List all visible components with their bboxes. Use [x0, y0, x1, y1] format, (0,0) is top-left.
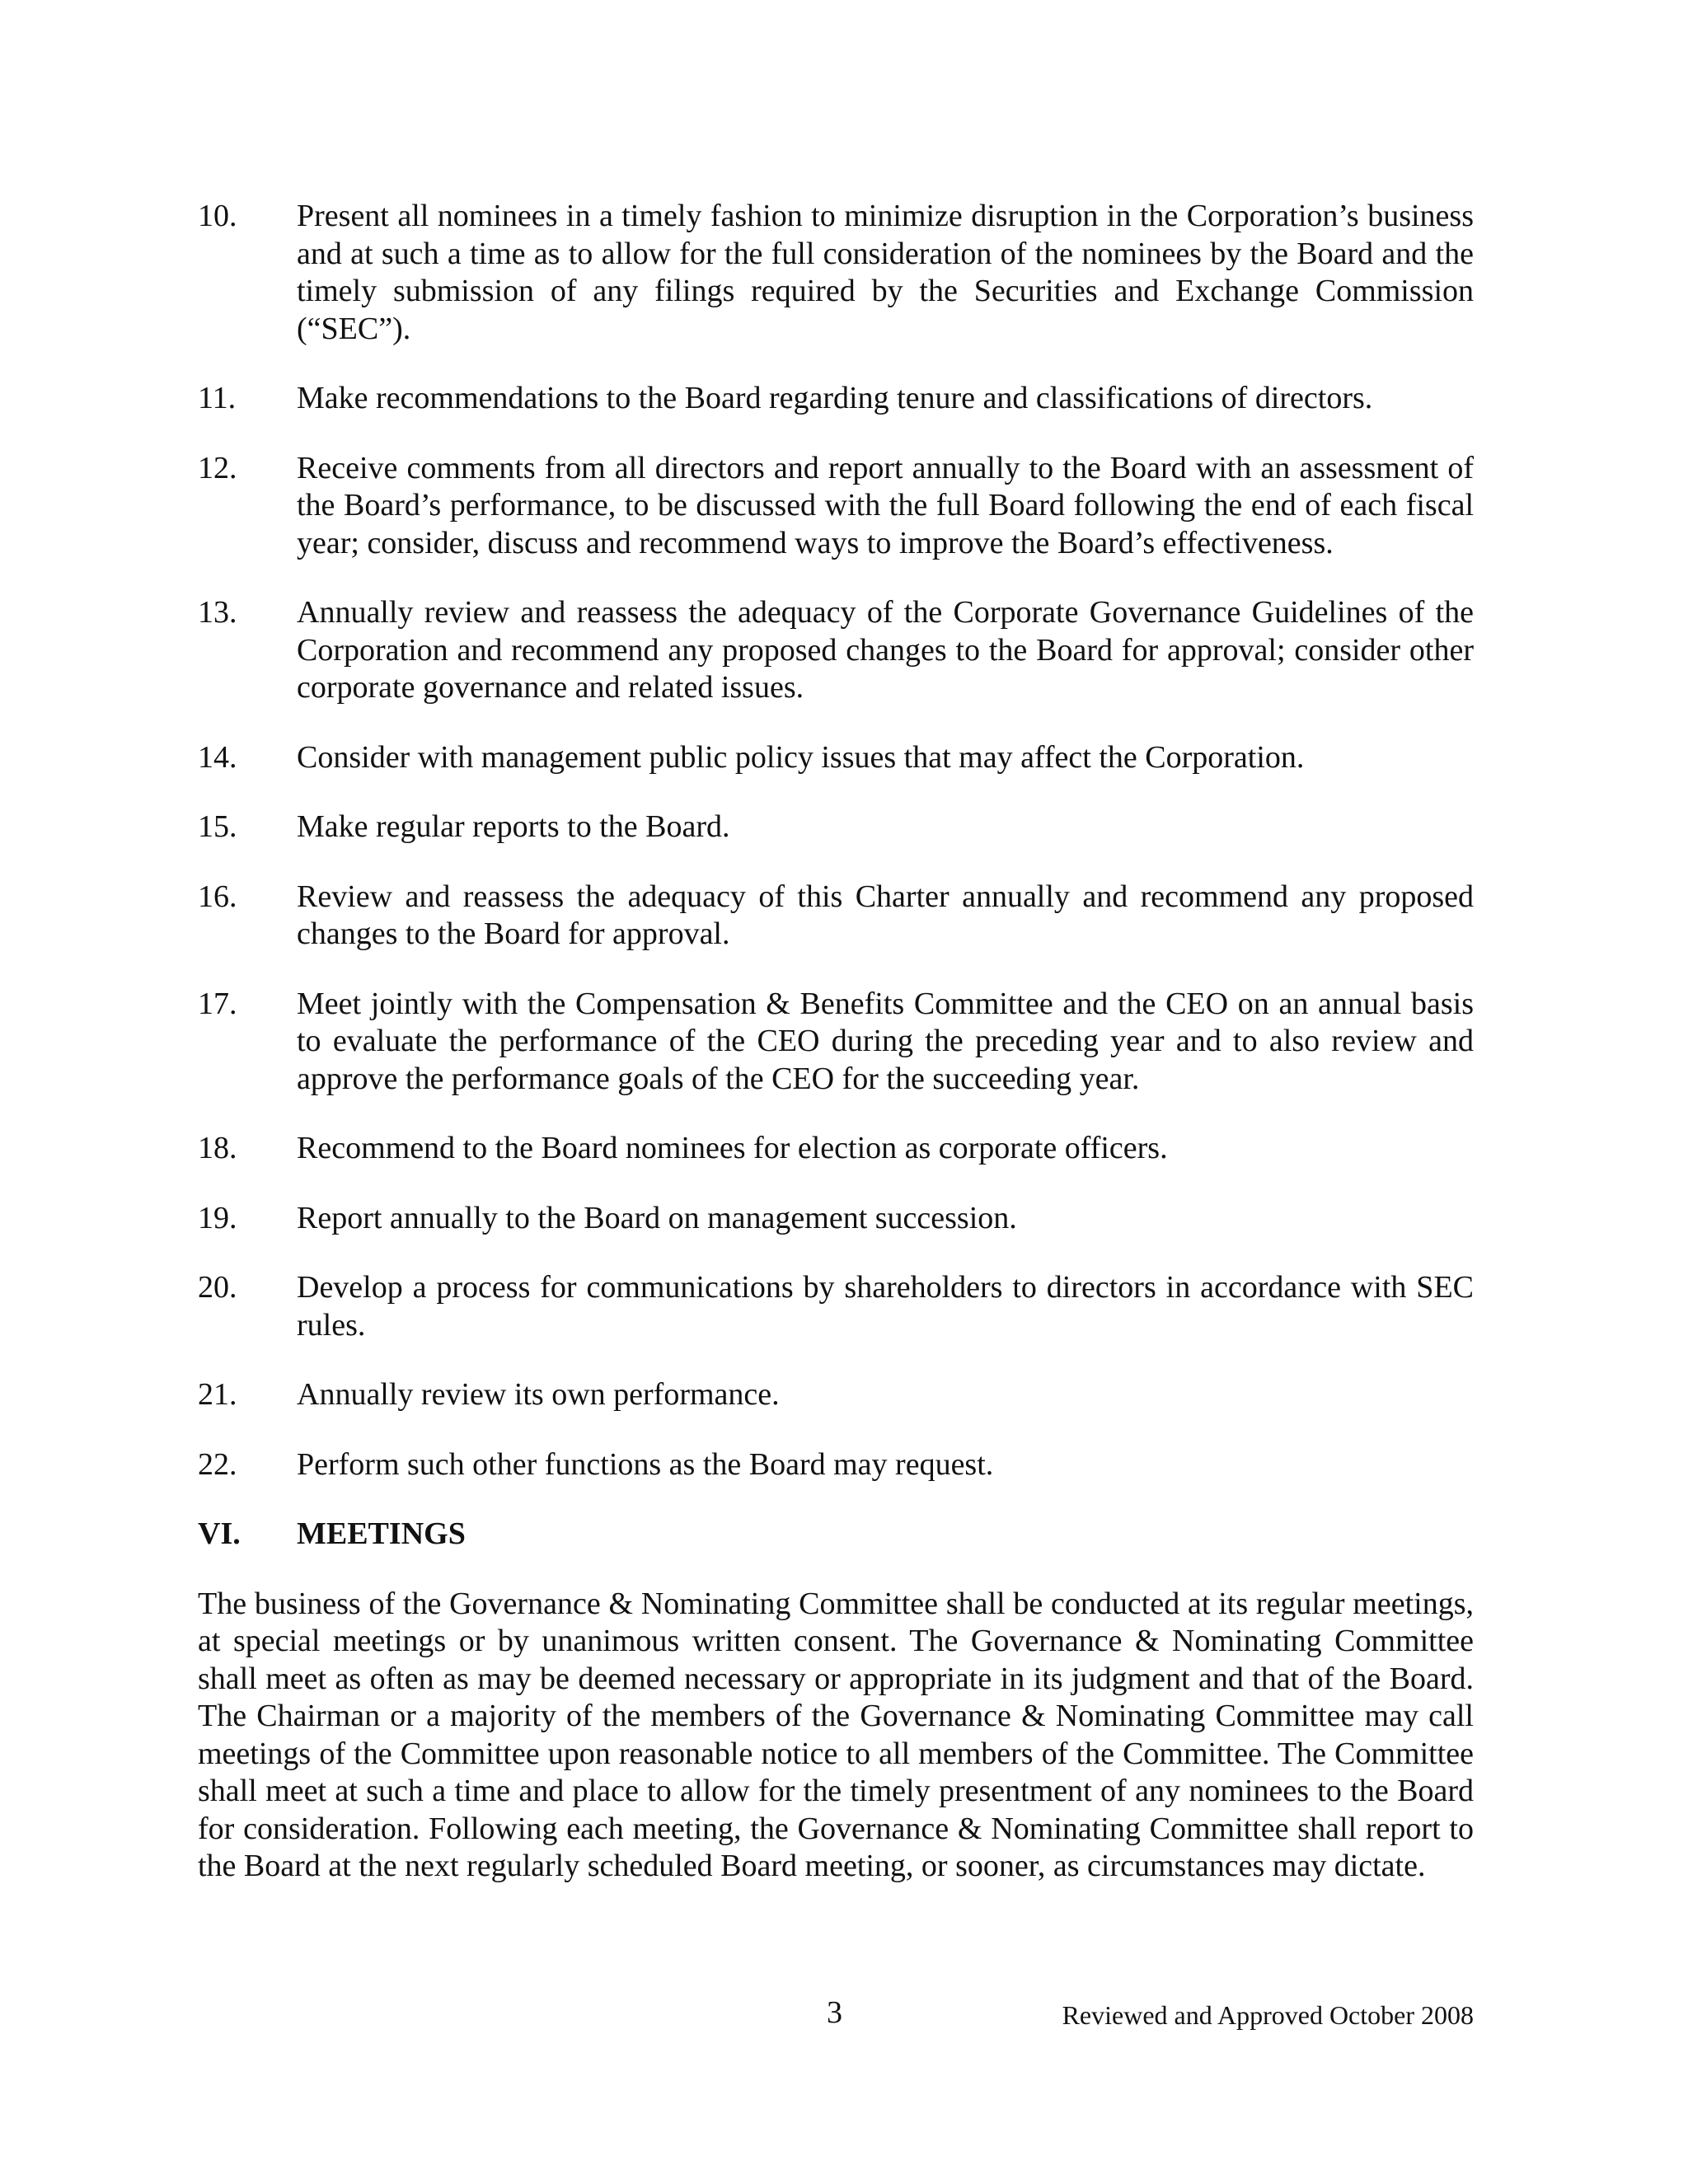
item-number: 21.	[198, 1377, 237, 1412]
list-item	[198, 986, 1474, 1099]
list-item	[198, 1446, 1474, 1484]
page-number: 3	[827, 1995, 842, 2030]
list-item	[198, 1269, 1474, 1344]
item-number: 14.	[198, 739, 237, 775]
list-item	[198, 198, 1474, 348]
item-number: 12.	[198, 450, 237, 485]
item-text: Make regular reports to the Board.	[297, 809, 730, 844]
list-item	[198, 808, 1474, 846]
list-item	[198, 739, 1474, 777]
item-text: Consider with management public policy issues that may affect the Corporation.	[297, 739, 1305, 775]
item-text: Review and reassess the adequacy of this Charter annually and recommend any proposed changes to the Board for approval.	[297, 879, 1474, 951]
item-number: 15.	[198, 809, 237, 844]
item-number: 10.	[198, 199, 237, 233]
item-text: Perform such other functions as the Board may request.	[297, 1446, 994, 1482]
list-item	[198, 450, 1474, 563]
item-text: Present all nominees in a timely fashion to minimize disruption in the Corporation’s business and at such a time as to allow for the full consideration of the nominees by the Board and the timely submission of any filings required by the Securities and Exchange Commission (“SEC”).	[297, 199, 1474, 346]
meetings-paragraph: The business of the Governance & Nominating Committee shall be conducted at its regular meetings, at special meetings or by unanimous written consent. The Governance & Nominating Committee shall meet as often as may be deemed necessary or appropriate in its judgment and that of the Board. The Chairman or a majority of the members of the Governance & Nominating Committee may call meetings of the Committee upon reasonable notice to all members of the Committee. The Committee shall meet at such a time and place to allow for the timely presentment of any nominees to the Board for consideration. Following each meeting, the Governance & Nominating Committee shall report to the Board at the next regularly scheduled Board meeting, or sooner, as circumstances may dictate.	[198, 1586, 1474, 1883]
item-text: Meet jointly with the Compensation & Benefits Committee and the CEO on an annual basis to evaluate the performance of the CEO during the preceding year and to also review and approve the performance goals of the CEO for the succeeding year.	[297, 986, 1474, 1096]
section-heading	[198, 1516, 1474, 1554]
item-number: 22.	[198, 1446, 237, 1482]
footer-note: Reviewed and Approved October 2008	[1062, 2000, 1474, 2030]
list-item	[198, 1130, 1474, 1168]
list-item	[198, 594, 1474, 707]
item-text: Annually review and reassess the adequacy of the Corporate Governance Guidelines of the Corporation and recommend any proposed changes to the Board for approval; consider other corporate governance and related issues.	[297, 595, 1474, 705]
item-number: 11.	[198, 381, 237, 415]
page-content	[198, 198, 1474, 1886]
item-text: Make recommendations to the Board regarding tenure and classifications of directors.	[297, 381, 1373, 415]
list-item	[198, 879, 1474, 954]
item-number: 20.	[198, 1270, 237, 1305]
item-number: 16.	[198, 879, 237, 914]
item-number: 13.	[198, 595, 237, 630]
list-item	[198, 380, 1474, 418]
item-text: Receive comments from all directors and report annually to the Board with an assessment of the Board’s performance, to be discussed with the full Board following the end of each fiscal year; consider, discuss and recommend ways to improve the Board’s effectiveness.	[297, 450, 1474, 560]
item-number: 18.	[198, 1131, 237, 1165]
section-title: MEETINGS	[297, 1516, 466, 1551]
item-text: Develop a process for communications by shareholders to directors in accordance with SEC rules.	[297, 1270, 1474, 1343]
list-item	[198, 1200, 1474, 1238]
item-number: 17.	[198, 986, 237, 1021]
item-number: 19.	[198, 1200, 237, 1235]
item-text: Annually review its own performance.	[297, 1377, 780, 1412]
list-item	[198, 1376, 1474, 1414]
item-text: Recommend to the Board nominees for election as corporate officers.	[297, 1131, 1168, 1165]
item-text: Report annually to the Board on management succession.	[297, 1200, 1017, 1235]
section-number: VI.	[198, 1516, 241, 1551]
